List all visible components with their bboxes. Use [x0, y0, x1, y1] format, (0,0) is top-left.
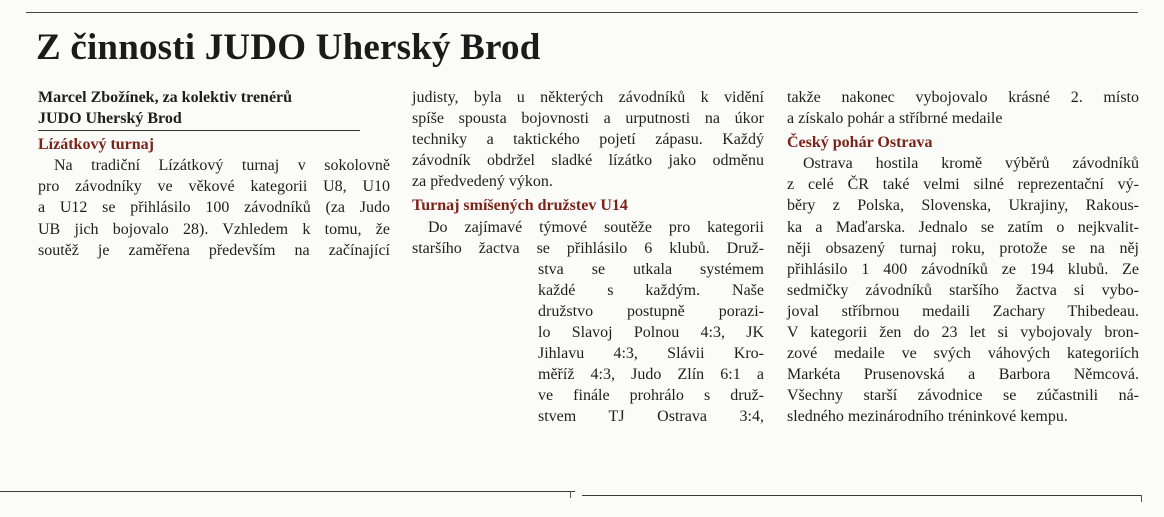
- paragraph-line: sedmičky závodníků staršího žactva si vybo-: [787, 281, 1139, 299]
- column-2: [412, 87, 764, 428]
- paragraph-line: Ostrava hostila kromě výběrů závodníků: [803, 155, 1139, 173]
- paragraph-line: zové medaile ve svých váhových kategoriích: [787, 345, 1139, 363]
- paragraph-line: přihlásilo 1 400 závodníků ze 194 klubů. Ze: [787, 260, 1139, 278]
- paragraph-line: Na tradiční Lízátkový turnaj v sokolovně: [54, 157, 390, 175]
- paragraph-line: judisty, byla u některých závodníků k vidění: [412, 89, 764, 106]
- paragraph-line: za předvedený výkon.: [412, 173, 553, 191]
- column-3: [787, 87, 1139, 428]
- paragraph-line: družstvo postupně porazi-: [538, 302, 764, 320]
- paragraph-line: a získalo pohár a stříbrné medaile: [787, 110, 1003, 128]
- paragraph-line: Markéta Prusenovská a Barbora Němcová.: [787, 366, 1139, 384]
- paragraph-line: běry z Polska, Slovenska, Ukrajiny, Rakous-: [787, 197, 1139, 215]
- paragraph-line: stva se utkala systémem: [538, 260, 764, 278]
- article-title: Z činnosti JUDO Uherský Brod: [36, 27, 541, 68]
- paragraph-line: Všechny starší závodnice se zúčastnili ná-: [787, 387, 1139, 405]
- bottom-rule-tick: [1141, 495, 1142, 502]
- narrow-text-block: [412, 259, 764, 428]
- top-rule: [26, 12, 1138, 13]
- paragraph-line: UB jich bojovalo 28). Vzhledem k tomu, že: [38, 220, 390, 238]
- author-divider: [38, 130, 360, 131]
- paragraph-line: sledného mezinárodního tréninkové kempu.: [787, 408, 1068, 426]
- author-line: JUDO Uherský Brod: [38, 110, 182, 128]
- paragraph-line: stvem TJ Ostrava 3:4,: [538, 408, 764, 426]
- paragraph-line: soutěž je zaměřena především na začínající: [38, 241, 390, 259]
- paragraph-line: a U12 se přihlásilo 100 závodníků (za Judo: [38, 199, 390, 217]
- paragraph-line: ve finále prohrálo s druž-: [538, 387, 764, 405]
- paragraph-line: závodník obdržel sladké lízátko jako odměnu: [412, 152, 764, 170]
- author-line: Marcel Zbožínek, za kolektiv trenérů: [38, 89, 293, 106]
- paragraph-line: V kategorii žen do 23 let si vybojovaly bron-: [787, 324, 1139, 342]
- bottom-rule-tick: [570, 491, 571, 498]
- paragraph-line: měříž 4:3, Judo Zlín 6:1 a: [538, 366, 764, 384]
- paragraph-line: spíše spousta bojovnosti a urputnosti na úkor: [412, 110, 764, 128]
- paragraph-line: pro závodníky ve věkové kategorii U8, U10: [38, 178, 390, 196]
- paragraph-line: techniky a taktického pojetí zápasu. Každý: [412, 131, 764, 149]
- section-heading-smisenych: Turnaj smíšených družstev U14: [412, 197, 628, 215]
- column-1: [38, 87, 390, 261]
- paragraph-line: lo Slavoj Polnou 4:3, JK: [538, 324, 764, 342]
- paragraph-line: z celé ČR také velmi silné reprezentační vý-: [787, 176, 1139, 194]
- paragraph-line: Do zajímavé týmové soutěže pro kategorii: [428, 218, 764, 236]
- paragraph-line: ka a Maďarska. Jednalo se zatím o nejkvalit-: [787, 218, 1139, 236]
- paragraph-line: každé s každým. Naše: [538, 281, 764, 299]
- bottom-rule-right: [582, 495, 1142, 496]
- paragraph-line: něji obsazený turnaj roku, protože se na něj: [787, 239, 1139, 257]
- paragraph-line: Jihlavu 4:3, Slávii Kro-: [538, 345, 764, 363]
- paragraph-line: takže nakonec vybojovalo krásné 2. místo: [787, 89, 1139, 106]
- bottom-rule-left: [0, 491, 575, 492]
- section-heading-ceskypohar: Český pohár Ostrava: [787, 134, 933, 152]
- section-heading-lizatkovy: Lízátkový turnaj: [38, 136, 154, 154]
- paragraph-line: staršího žactva se přihlásilo 6 klubů. Druž-: [412, 239, 764, 257]
- paragraph-line: joval stříbrnou medaili Zachary Thibedeau.: [787, 302, 1139, 320]
